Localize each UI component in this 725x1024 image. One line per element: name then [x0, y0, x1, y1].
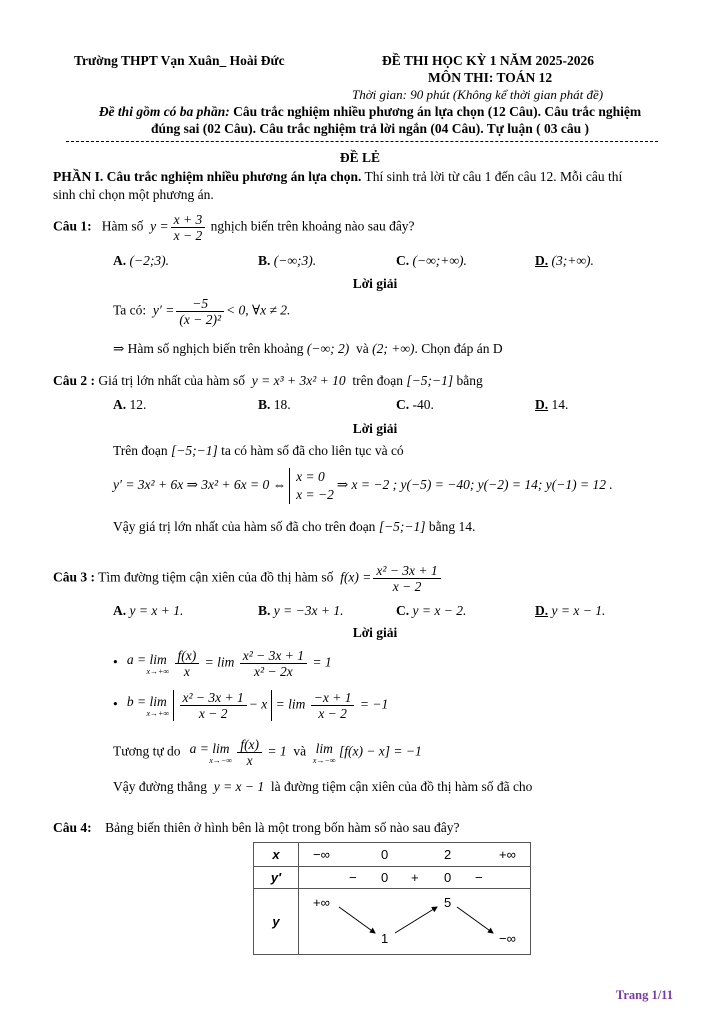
q3-option-d-value: y = x − 1. — [551, 603, 606, 618]
arrow-down-1 — [339, 907, 375, 933]
page-number: Trang 1/11 — [615, 988, 673, 1002]
q1-sol-num: −5 — [176, 296, 224, 312]
q3-bullet-a-frac1 — [175, 648, 200, 679]
q3-func-fraction — [373, 563, 440, 594]
q3-similar-frac — [237, 737, 262, 768]
q3-option-a-letter: A. — [113, 603, 127, 618]
q4-text: Bảng biến thiên ở hình bên là một trong bốn hàm số nào sau đây? — [105, 820, 460, 835]
q3-bullet-a-lhs: a = lim — [126, 651, 167, 667]
q3-option-b-value: y = −3x + 1. — [273, 603, 344, 618]
q1-func-den: x − 2 — [173, 228, 203, 243]
q2-option-a-value: 12. — [129, 397, 147, 412]
school-name: Trường THPT Vạn Xuân_ Hoài Đức — [74, 53, 285, 68]
variation-x-label: x — [254, 843, 299, 867]
q1-option-a-value: (−2;3). — [129, 253, 169, 268]
q3-similar-res1: = 1 — [267, 743, 287, 759]
q3-bullet-a — [113, 648, 332, 679]
q2-option-c-letter: C. — [396, 397, 410, 412]
q2-option-a-letter: A. — [113, 397, 127, 412]
q1-solution-derivative — [113, 296, 290, 327]
q3-similar-fn: f(x) — [237, 737, 262, 753]
q2-sol-cases — [289, 468, 334, 504]
variation-y-neg-inf: −∞ — [499, 931, 516, 946]
q1-option-c-letter: C. — [396, 253, 410, 268]
q2-func: y = x³ + 3x² + 10 — [251, 373, 346, 388]
variation-yprime-sign1: − — [349, 870, 357, 885]
q3-similar-lim-sub: x→−∞ — [209, 755, 232, 765]
q2-sol-line1-a: Trên đoạn — [113, 443, 168, 458]
q3-similar-fd: x — [246, 753, 253, 768]
q1-sol-prefix: Ta có: — [113, 302, 147, 318]
q1-sol-den: (x − 2)² — [179, 312, 221, 327]
arrow-down-2 — [457, 907, 493, 933]
q2-sol-line3-interval: [−5;−1] — [378, 519, 426, 534]
q1-option-d-letter: D. — [535, 253, 549, 268]
q3-similar-lim2 — [313, 741, 336, 765]
q3-bullet-b-frac1 — [180, 690, 247, 721]
q1-option-d[interactable] — [535, 253, 594, 269]
q1-func-num: x + 3 — [171, 212, 206, 228]
q2-option-b[interactable] — [258, 397, 291, 413]
part1-title: PHẦN I. Câu trắc nghiệm nhiều phương án lựa chọn. — [53, 169, 362, 184]
variation-y-pos-inf: +∞ — [313, 895, 330, 910]
q2-option-c[interactable] — [396, 397, 434, 413]
q2-interval: [−5;−1] — [406, 373, 454, 388]
q2-option-d[interactable] — [535, 397, 568, 413]
q3-label: Câu 3 : — [53, 569, 96, 585]
q2-option-b-letter: B. — [258, 397, 271, 412]
variation-y-label: y — [254, 889, 299, 955]
exam-time: Thời gian: 90 phút (Không kể thời gian phát đề) — [352, 87, 604, 102]
q3-text: Tìm đường tiệm cận xiên của đồ thị hàm số — [98, 569, 334, 585]
q3-bullet-b-bracket — [173, 690, 273, 721]
variation-y-values — [299, 889, 531, 955]
q3-bullet-a-eq: = lim — [204, 654, 235, 670]
q1-solution-title: Lời giải — [352, 276, 398, 291]
q1-conclusion — [113, 341, 503, 357]
q3-bullet-b-f1d: x − 2 — [198, 706, 228, 721]
q3-bullet-a-lim — [124, 652, 169, 676]
variation-y-max: 5 — [444, 895, 452, 910]
q3-option-c-value: y = x − 2. — [412, 603, 467, 618]
q2-option-a[interactable] — [113, 397, 146, 413]
q3-func-lhs: f(x) = — [340, 569, 372, 585]
q3-similar-lim2-sub: x→−∞ — [312, 755, 336, 765]
variation-yprime-sign3: − — [475, 870, 483, 885]
q2-sol-line1-b: ta có hàm số đã cho liên tục và có — [221, 443, 404, 458]
q2-sol-line1-interval: [−5;−1] — [171, 443, 218, 458]
q3-bullet-b-sub: x→+∞ — [146, 708, 170, 718]
q3-bullet-b-eq: = lim — [275, 696, 306, 712]
variation-y-min: 1 — [381, 931, 389, 946]
q3-bullet-a-res: = 1 — [312, 654, 332, 670]
q2-text1: Giá trị lớn nhất của hàm số — [98, 373, 245, 388]
q2-sol-line2 — [113, 468, 613, 504]
q1-option-b-value: (−∞;3). — [273, 253, 317, 268]
q1-text-before: Hàm số — [101, 218, 144, 234]
variation-x-2: 2 — [444, 847, 452, 862]
variation-yprime-zero1: 0 — [381, 870, 389, 885]
q2-sol-line3-b: bằng 14. — [428, 519, 476, 534]
exam-variant: ĐỀ LẺ — [339, 150, 381, 165]
q3-option-a[interactable] — [113, 603, 183, 619]
q3-bullet-b-dot: • — [113, 696, 118, 712]
exam-structure-text1: Câu trắc nghiệm nhiều phương án lựa chọn (12 Câu). Câu trắc nghiệm — [233, 104, 642, 119]
q2-stem — [53, 373, 483, 389]
variation-row-x — [254, 843, 531, 867]
q3-bullet-b-res: = −1 — [359, 696, 389, 712]
variation-row-yprime — [254, 867, 531, 889]
q3-similar-expr: [f(x) − x] = −1 — [338, 743, 422, 759]
q2-sol-line2-b: ⇒ x = −2 ; y(−5) = −40; y(−2) = 14; y(−1) = 12 . — [336, 477, 613, 493]
q1-conclusion-and: và — [356, 341, 369, 356]
q3-similar-lim — [187, 741, 232, 765]
q2-sol-line1 — [113, 443, 404, 459]
q3-bullet-b-minus: − x — [248, 696, 268, 712]
q3-bullet-a-frac2 — [240, 648, 307, 679]
q3-bullet-b-lhs: b = lim — [126, 693, 167, 709]
variation-x-neg-inf: −∞ — [313, 847, 330, 862]
q3-func-num: x² − 3x + 1 — [373, 563, 440, 579]
q3-solution-title: Lời giải — [352, 625, 398, 640]
q3-bullet-a-sub: x→+∞ — [146, 666, 170, 676]
arrow-up — [395, 907, 437, 933]
q1-func-fraction — [171, 212, 206, 243]
q3-similar — [113, 737, 422, 768]
variation-row-y — [254, 889, 531, 955]
q2-label: Câu 2 : — [53, 373, 96, 388]
exam-structure-line1 — [40, 104, 700, 120]
q4-stem — [53, 820, 459, 836]
q1-option-b-letter: B. — [258, 253, 271, 268]
exam-subject: MÔN THI: TOÁN 12 — [428, 70, 553, 85]
q3-similar-lim2-text: lim — [315, 740, 333, 756]
q1-text-after: nghịch biến trên khoảng nào sau đây? — [210, 218, 415, 234]
q3-option-b[interactable] — [258, 603, 343, 619]
q1-func-lhs: y = — [150, 218, 169, 234]
q4-label: Câu 4: — [53, 820, 92, 835]
q3-conclusion-line: y = x − 1 — [213, 779, 265, 794]
q1-conclusion-interval1: (−∞; 2) — [306, 341, 350, 356]
q1-sol-lhs: y′ = — [152, 302, 175, 318]
variation-yprime-label: y′ — [254, 867, 299, 889]
q3-option-c[interactable] — [396, 603, 466, 619]
part1-line1 — [53, 169, 622, 185]
q3-bullet-b-f2d: x − 2 — [318, 706, 347, 721]
q2-sol-line3 — [113, 519, 475, 535]
q2-sol-line2-a: y′ = 3x² + 6x ⇒ 3x² + 6x = 0 ⇔ — [113, 477, 287, 493]
q3-option-c-letter: C. — [396, 603, 410, 618]
q3-bullet-b-lim — [124, 694, 169, 718]
q1-option-d-value: (3;+∞). — [551, 253, 594, 268]
variation-x-values — [299, 843, 531, 867]
q3-option-d[interactable] — [535, 603, 605, 619]
q3-bullet-a-f1d: x — [183, 664, 190, 679]
q3-bullet-b-f2n: −x + 1 — [311, 690, 355, 706]
q1-label: Câu 1: — [53, 218, 92, 234]
q3-bullet-b-frac2 — [311, 690, 355, 721]
q2-text2: trên đoạn — [352, 373, 404, 388]
q3-similar-text: Tương tự do — [113, 743, 181, 759]
variation-yprime-sign2: + — [411, 870, 419, 885]
q3-bullet-a-f2n: x² − 3x + 1 — [240, 648, 307, 664]
q3-similar-and: và — [293, 743, 307, 759]
q2-option-d-value: 14. — [551, 397, 569, 412]
part1-instruction1: Thí sinh trả lời từ câu 1 đến câu 12. Mỗi câu thí — [364, 169, 623, 184]
variation-yprime-zero2: 0 — [444, 870, 452, 885]
q1-option-c-value: (−∞;+∞). — [412, 253, 467, 268]
variation-table — [253, 842, 531, 955]
exam-structure-lead: Đề thi gồm có ba phần: — [98, 104, 230, 119]
q2-option-b-value: 18. — [273, 397, 291, 412]
header-divider — [66, 141, 658, 142]
q3-option-d-letter: D. — [535, 603, 549, 618]
q1-conclusion-interval2: (2; +∞) — [372, 341, 415, 356]
q1-stem — [53, 212, 415, 243]
q1-conclusion-text: ⇒ Hàm số nghịch biến trên khoảng — [113, 341, 304, 356]
q2-sol-case2: x = −2 — [296, 487, 334, 502]
q3-similar-lim-lhs: a = lim — [189, 740, 230, 756]
q3-bullet-a-dot: • — [113, 654, 118, 670]
q3-conclusion — [113, 779, 532, 795]
exam-title: ĐỀ THI HỌC KỲ 1 NĂM 2025-2026 — [382, 53, 595, 68]
q3-bullet-a-f2d: x² − 2x — [254, 664, 293, 679]
q3-option-a-value: y = x + 1. — [129, 603, 184, 618]
q1-option-b[interactable] — [258, 253, 316, 269]
q2-option-c-value: -40. — [412, 397, 434, 412]
q3-bullet-a-f1n: f(x) — [175, 648, 200, 664]
q3-func-den: x − 2 — [392, 579, 422, 594]
q1-option-c[interactable] — [396, 253, 467, 269]
variation-x-0: 0 — [381, 847, 389, 862]
part1-instruction2: sinh chỉ chọn một phương án. — [53, 187, 214, 202]
q1-option-a[interactable] — [113, 253, 169, 269]
variation-x-pos-inf: +∞ — [499, 847, 516, 862]
q2-sol-line3-a: Vậy giá trị lớn nhất của hàm số đã cho trên đoạn — [113, 519, 376, 534]
q1-sol-fraction — [176, 296, 224, 327]
q2-option-d-letter: D. — [535, 397, 549, 412]
q2-solution-title: Lời giải — [352, 421, 398, 436]
q3-conclusion-text1: Vậy đường thẳng — [113, 779, 207, 794]
exam-structure-line2: đúng sai (02 Câu). Câu trắc nghiệm trả lời ngắn (04 Câu). Tự luận ( 03 câu ) — [151, 121, 589, 136]
q1-conclusion-answer: . Chọn đáp án D — [414, 341, 503, 356]
q2-sol-case1: x = 0 — [296, 469, 325, 484]
q1-sol-rhs: < 0, ∀x ≠ 2. — [226, 302, 291, 318]
q1-option-a-letter: A. — [113, 253, 127, 268]
q3-conclusion-text2: là đường tiệm cận xiên của đồ thị hàm số đã cho — [270, 779, 533, 794]
variation-arrows — [299, 889, 531, 955]
q2-text3: bằng — [456, 373, 483, 388]
q3-bullet-b-f1n: x² − 3x + 1 — [180, 690, 247, 706]
variation-yprime-values — [299, 867, 531, 889]
q3-bullet-b — [113, 690, 388, 721]
q3-option-b-letter: B. — [258, 603, 271, 618]
q3-stem — [53, 563, 443, 594]
